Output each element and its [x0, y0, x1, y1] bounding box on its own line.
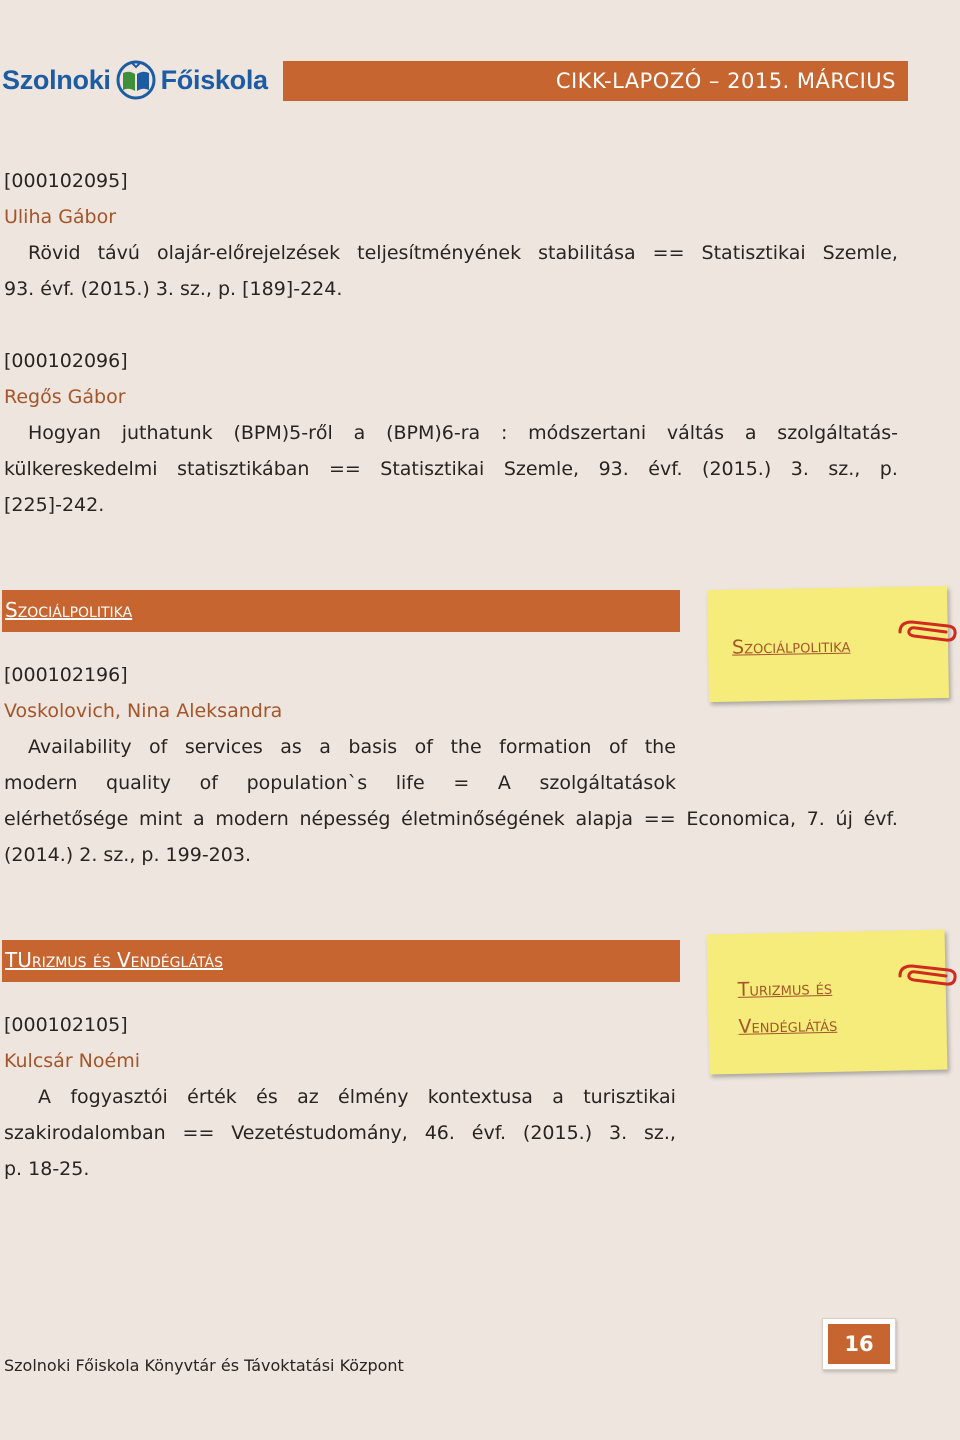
entry-author: Regős Gábor — [4, 386, 126, 408]
paperclip-icon — [896, 962, 958, 992]
header-bar — [283, 61, 908, 101]
entry-title-line: 93. évf. (2015.) 3. sz., p. [189]-224. — [4, 278, 343, 300]
sticky-note-label: Turizmus és — [737, 976, 833, 1001]
entry-title-line: modern quality of population`s life = A szolgáltatások — [4, 772, 676, 794]
entry-id: [000102105] — [4, 1014, 128, 1036]
entry-title-line: [225]-242. — [4, 494, 105, 516]
header-title: CIKK-LAPOZÓ – 2015. MÁRCIUS — [555, 69, 896, 93]
entry-id: [000102095] — [4, 170, 128, 192]
section-title: Szociálpolitika — [5, 598, 133, 622]
entry-title-line: p. 18-25. — [4, 1158, 90, 1180]
section-header-turizmus — [2, 940, 680, 982]
footer-text: Szolnoki Főiskola Könyvtár és Távoktatási Központ — [4, 1356, 404, 1375]
sticky-note-label: Vendéglátás — [738, 1013, 838, 1038]
entry-author: Voskolovich, Nina Aleksandra — [4, 700, 283, 722]
entry-title-line: Rövid távú olajár-előrejelzések teljesítményének stabilitása == Statisztikai Szemle, — [28, 242, 898, 264]
page-number-box — [822, 1318, 896, 1370]
entry-id: [000102196] — [4, 664, 128, 686]
entry-title-line: A fogyasztói érték és az élmény kontextusa a turisztikai — [38, 1086, 676, 1108]
entry-author: Uliha Gábor — [4, 206, 117, 228]
section-header-szocialpolitika — [2, 590, 680, 632]
entry-title-line: külkereskedelmi statisztikában == Statisztikai Szemle, 93. évf. (2015.) 3. sz., p. — [4, 458, 898, 480]
page-number: 16 — [828, 1324, 890, 1364]
entry-title-line: (2014.) 2. sz., p. 199-203. — [4, 844, 251, 866]
entry-title-line: szakirodalomban == Vezetéstudomány, 46. évf. (2015.) 3. sz., — [4, 1122, 676, 1144]
book-logo-icon — [115, 59, 157, 101]
entry-title-line: elérhetősége mint a modern népesség életminőségének alapja == Economica, 7. új évf. — [4, 808, 898, 830]
entry-author: Kulcsár Noémi — [4, 1050, 140, 1072]
logo-text-left: Szolnoki — [2, 64, 111, 95]
logo-text-right: Főiskola — [160, 64, 268, 95]
entry-id: [000102096] — [4, 350, 128, 372]
section-title: TUrizmus és Vendéglátás — [5, 948, 223, 972]
entry-title-line: Hogyan juthatunk (BPM)5-ről a (BPM)6-ra : módszertani váltás a szolgáltatás- — [28, 422, 898, 444]
sticky-note — [707, 930, 948, 1075]
sticky-note-label: Szociálpolitika — [731, 634, 851, 659]
entry-title-line: Availability of services as a basis of the formation of the — [28, 736, 676, 758]
logo — [2, 55, 268, 105]
paperclip-icon — [896, 618, 958, 648]
